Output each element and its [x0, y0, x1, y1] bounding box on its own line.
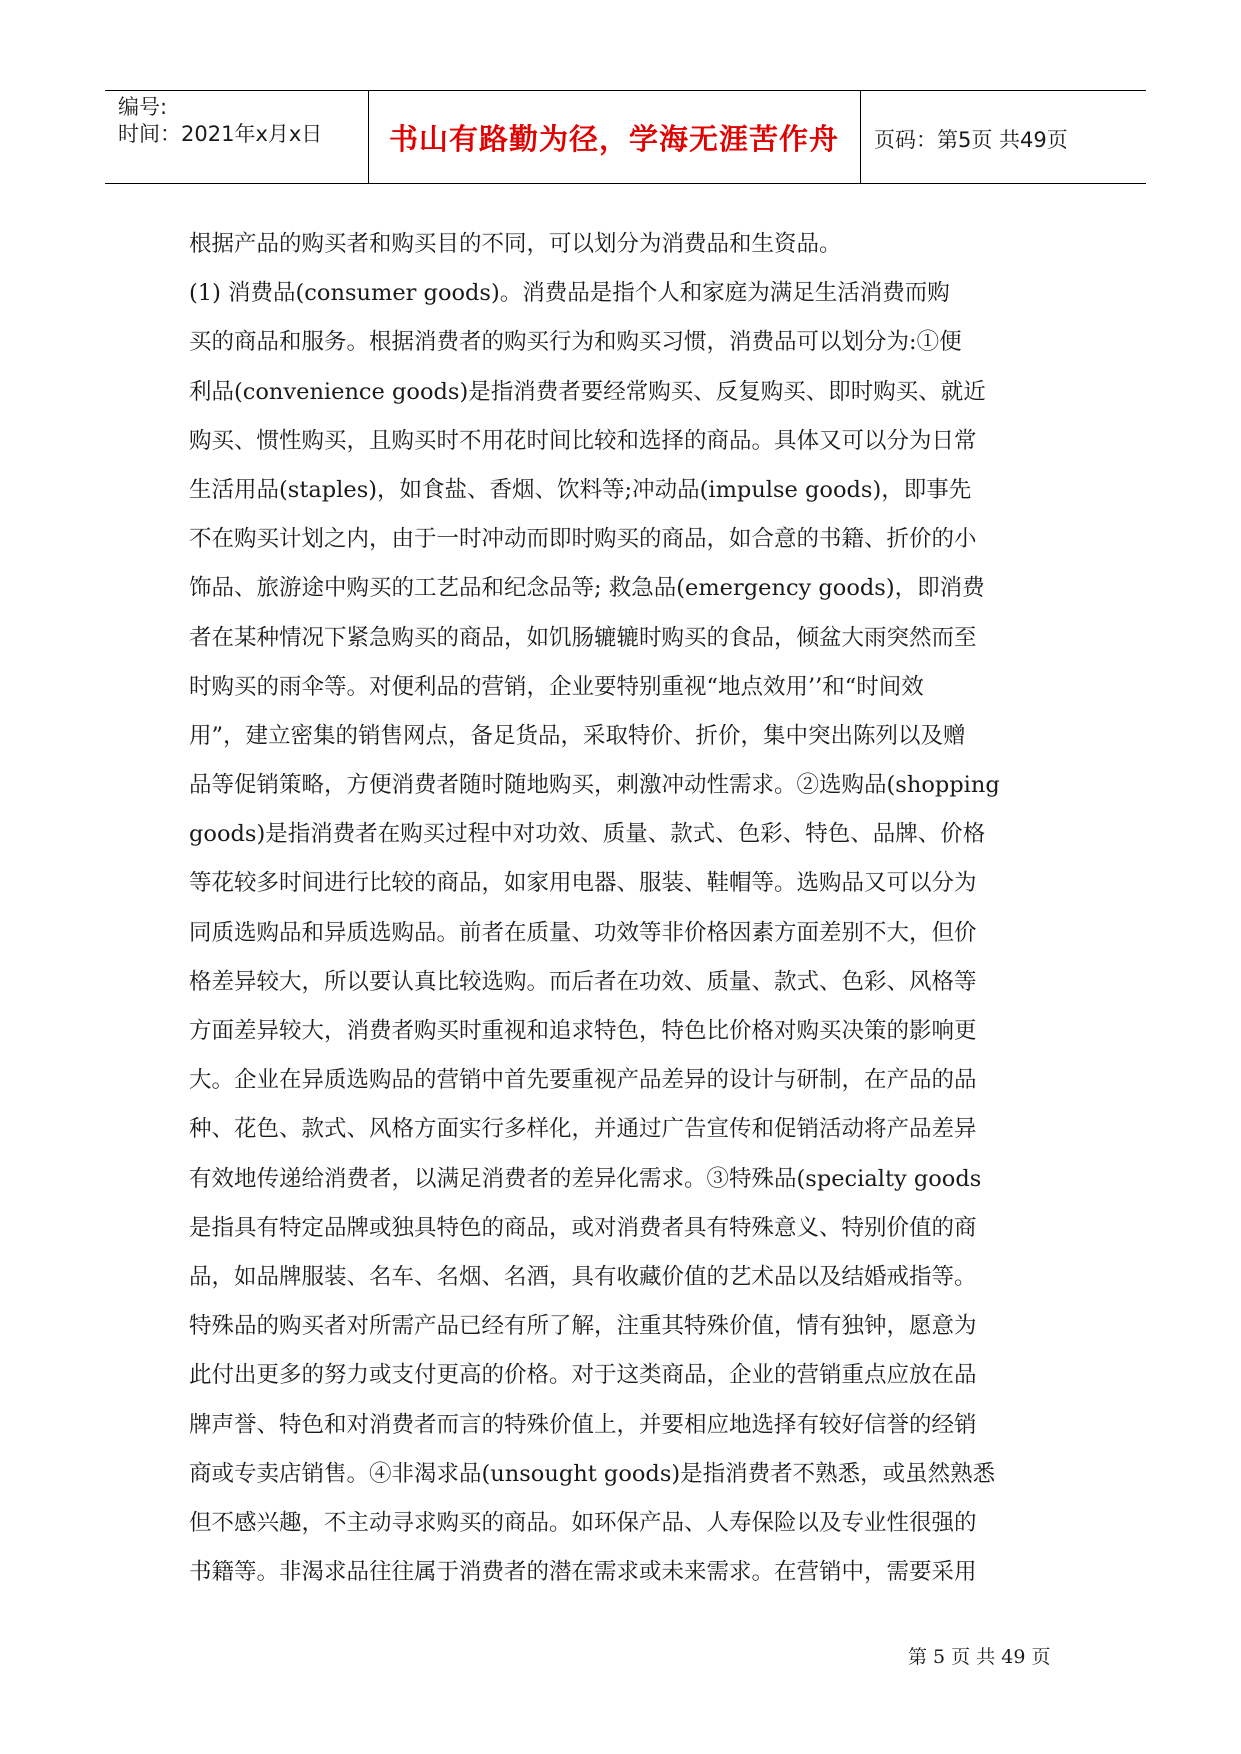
header-motto: 书山有路勤为径，学海无涯苦作舟 — [388, 121, 839, 156]
text-line: 格差异较大，所以要认真比较选购。而后者在功效、质量、款式、色彩、风格等 — [189, 968, 977, 995]
text-line: 是指具有特定品牌或独具特色的商品，或对消费者具有特殊意义、特别价值的商 — [189, 1214, 977, 1241]
text-line: 品，如品牌服装、名车、名烟、名酒，具有收藏价值的艺术品以及结婚戒指等。 — [189, 1263, 977, 1290]
text-line: 者在某种情况下紧急购买的商品，如饥肠辘辘时购买的食品，倾盆大雨突然而至 — [189, 624, 977, 651]
text-line: 用”，建立密集的销售网点，备足货品，采取特价、折价，集中突出陈列以及赠 — [189, 722, 966, 749]
text-line: 生活用品(staples)，如食盐、香烟、饮料等;冲动品(impulse goods)，即事先 — [189, 476, 972, 503]
text-line: 时购买的雨伞等。对便利品的营销，企业要特别重视“地点效用’’和“时间效 — [189, 673, 924, 700]
text-line: 方面差异较大，消费者购买时重视和追求特色，特色比价格对购买决策的影响更 — [189, 1018, 977, 1044]
text-line: 牌声誉、特色和对消费者而言的特殊价值上，并要相应地选择有较好信誉的经销 — [189, 1411, 977, 1438]
text-line: (1) 消费品(consumer goods)。消费品是指个人和家庭为满足生活消费而购 — [189, 280, 950, 307]
text-line: 利品(convenience goods)是指消费者要经常购买、反复购买、即时购买、就近 — [189, 378, 986, 405]
text-line: 同质选购品和异质选购品。前者在质量、功效等非价格因素方面差别不大，但价 — [189, 919, 977, 946]
text-line: 有效地传递给消费者，以满足消费者的差异化需求。③特殊品(specialty goods — [189, 1165, 982, 1192]
text-line: 等花较多时间进行比较的商品，如家用电器、服装、鞋帽等。选购品又可以分为 — [189, 870, 977, 897]
text-line: 不在购买计划之内，由于一时冲动而即时购买的商品，如合意的书籍、折价的小 — [189, 526, 977, 553]
text-line: 此付出更多的努力或支付更高的价格。对于这类商品，企业的营销重点应放在品 — [189, 1362, 977, 1389]
text-line: 种、花色、款式、风格方面实行多样化，并通过广告宣传和促销活动将产品差异 — [189, 1116, 977, 1143]
text-line: 特殊品的购买者对所需产品已经有所了解，注重其特殊价值，情有独钟，愿意为 — [189, 1313, 977, 1340]
text-line: 根据产品的购买者和购买目的不同，可以划分为消费品和生资品。 — [189, 231, 842, 257]
text-line: 购买、惯性购买，且购买时不用花时间比较和选择的商品。具体又可以分为日常 — [189, 427, 977, 454]
header-meta — [118, 94, 322, 148]
text-line: 书籍等。非渴求品往往属于消费者的潜在需求或未来需求。在营销中，需要采用 — [189, 1559, 977, 1586]
page-footer: 第 5 页 共 49 页 — [908, 1646, 1051, 1668]
text-line: 但不感兴趣，不主动寻求购买的商品。如环保产品、人寿保险以及专业性很强的 — [189, 1509, 977, 1536]
text-line: 品等促销策略，方便消费者随时随地购买，刺激冲动性需求。②选购品(shopping — [189, 772, 1000, 799]
text-line: 饰品、旅游途中购买的工艺品和纪念品等; 救急品(emergency goods)，即消费 — [189, 575, 985, 602]
text-line: 大。企业在异质选购品的营销中首先要重视产品差异的设计与研制，在产品的品 — [189, 1067, 977, 1094]
text-line: 商或专卖店销售。④非渴求品(unsought goods)是指消费者不熟悉，或虽然熟悉 — [189, 1460, 996, 1487]
header-divider-right — [860, 90, 861, 184]
header-page-info: 页码：第5页 共49页 — [874, 128, 1068, 152]
document-body — [189, 220, 1069, 1597]
text-line: 买的商品和服务。根据消费者的购买行为和购买习惯，消费品可以划分为:①便 — [189, 329, 962, 356]
text-line: goods)是指消费者在购买过程中对功效、质量、款式、色彩、特色、品牌、价格 — [189, 821, 986, 848]
time-label: 时间：2021年x月x日 — [118, 122, 323, 146]
serial-label: 编号: — [118, 95, 168, 119]
